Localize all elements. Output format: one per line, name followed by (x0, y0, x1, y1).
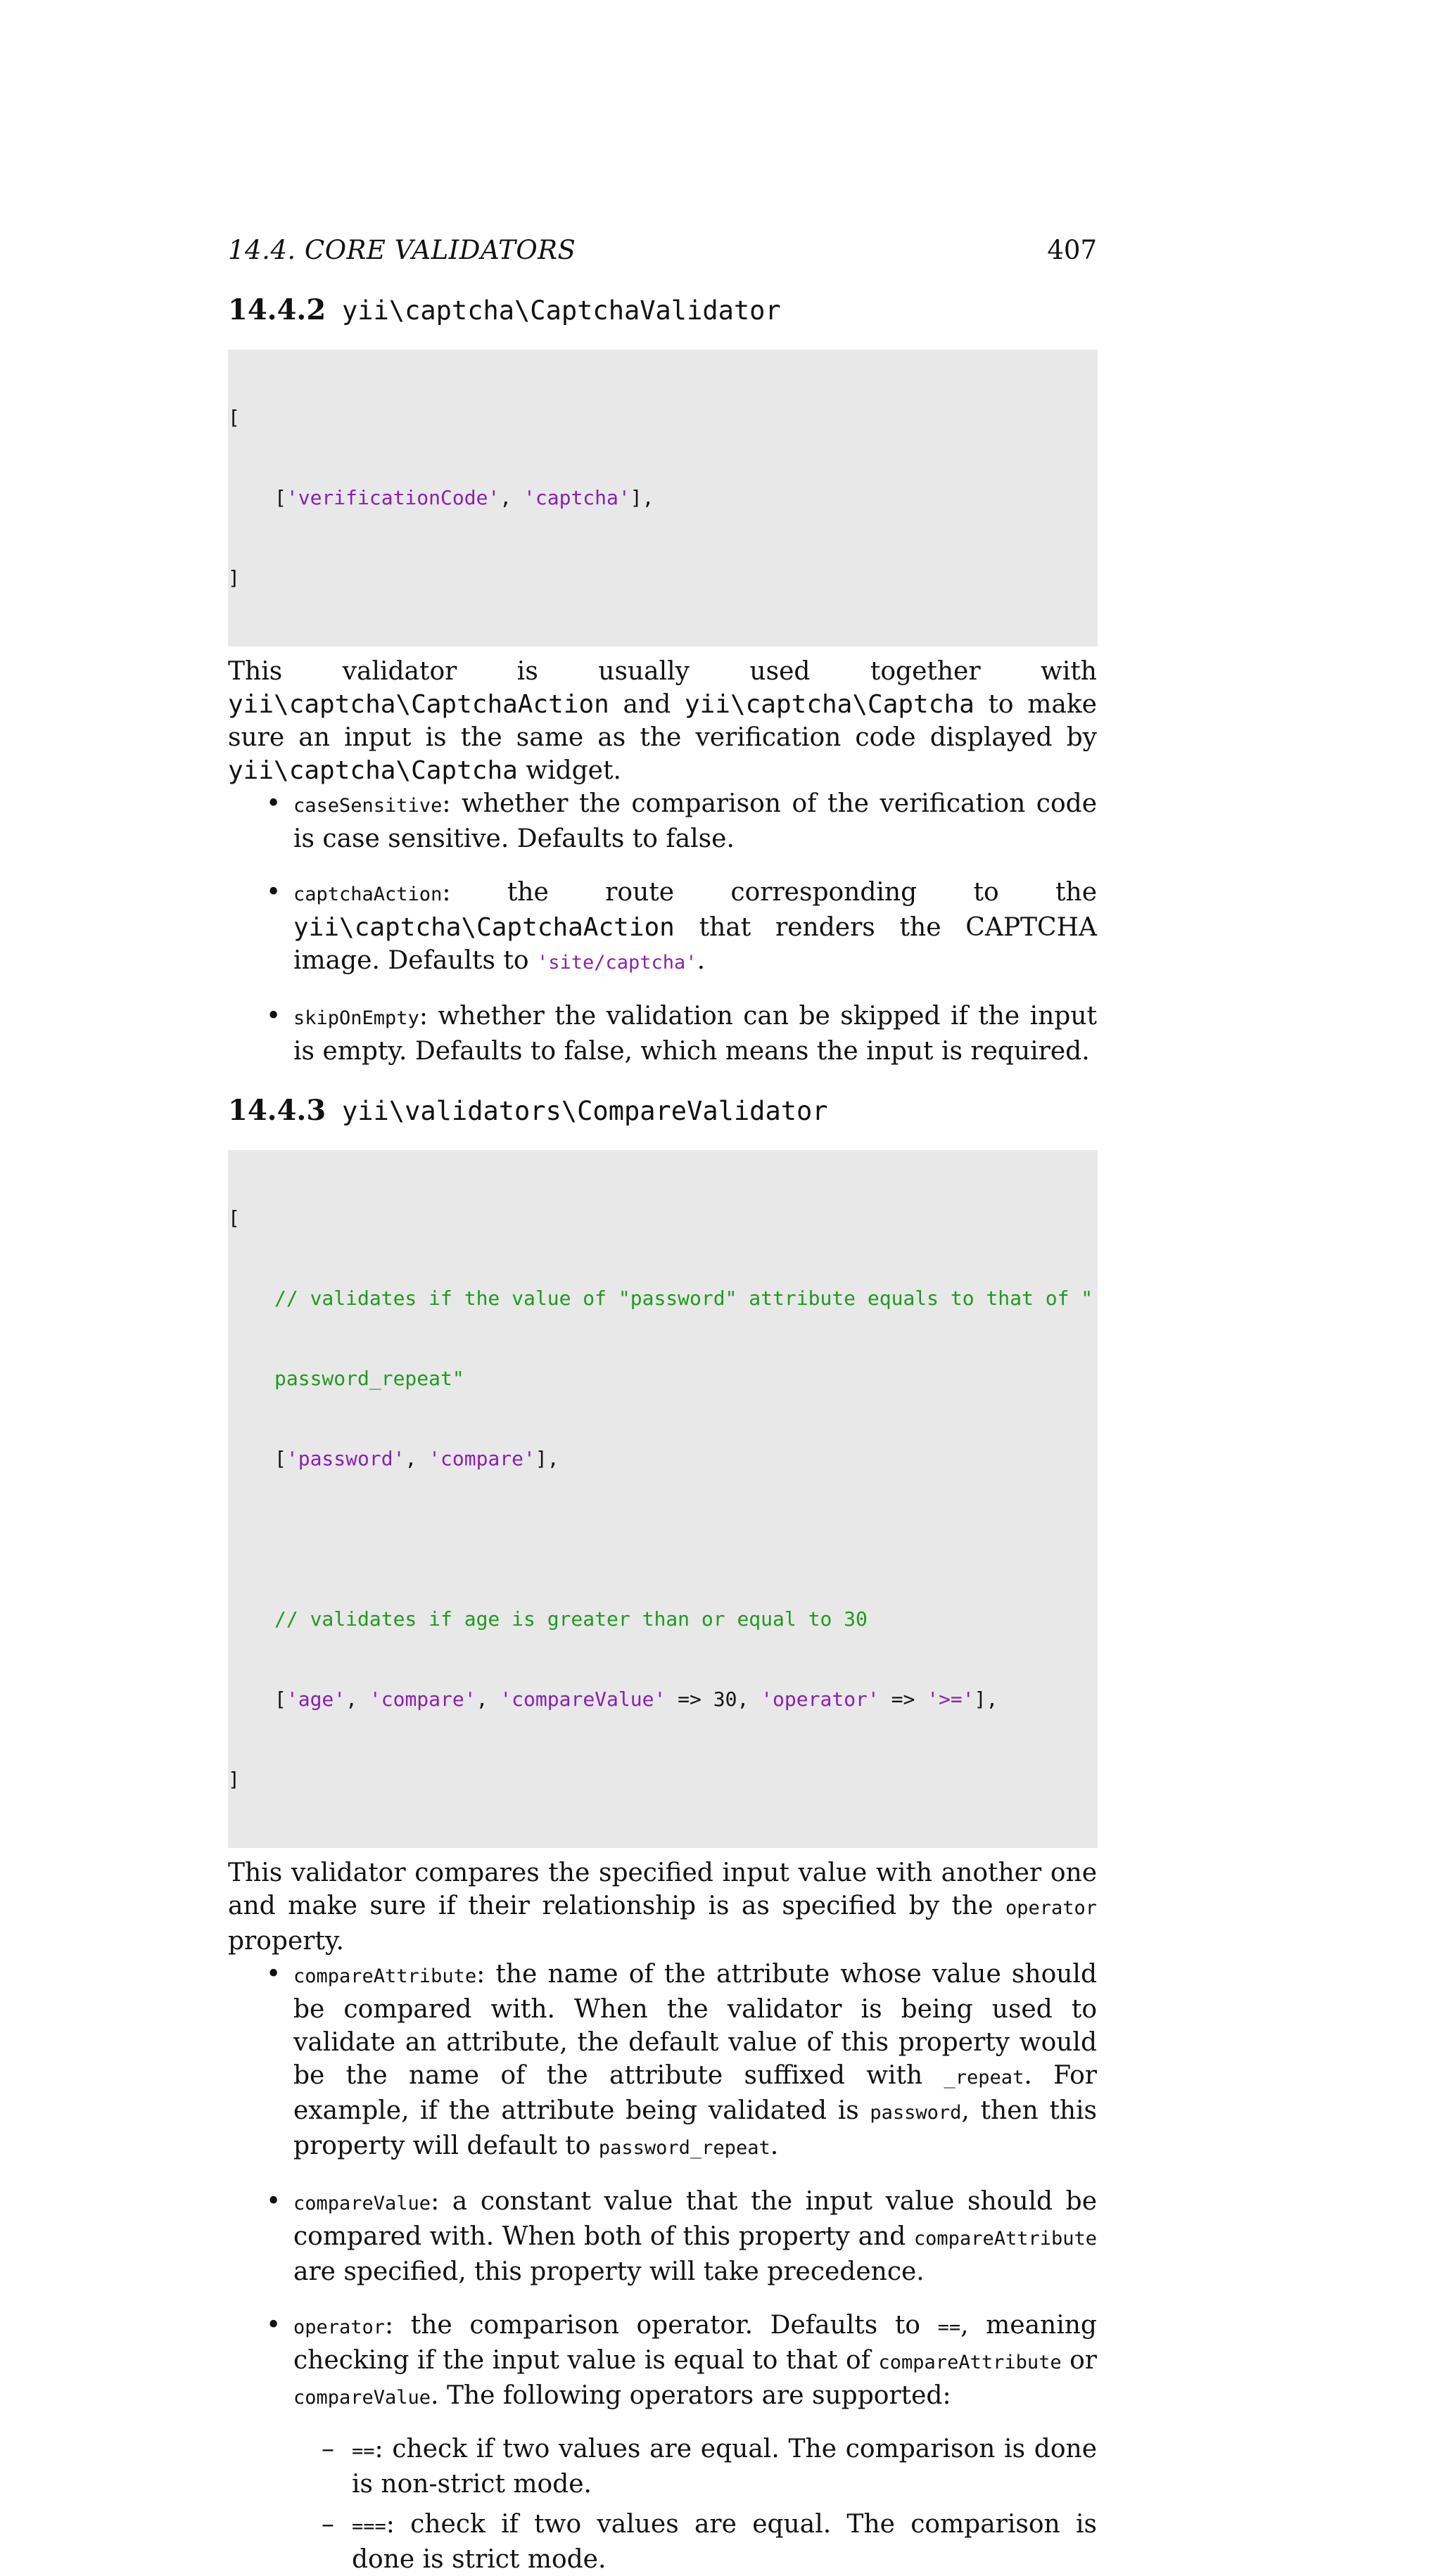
list-item: • operator: the comparison operator. Defaults to ==, meaning checking if the input value is equal to that of compareAttribute or compareValue. The following operators are supported: – ==: check if two values are equal. The comparison is done is non-strict mode. – ===: check if two values are equal. The comparison is done is strict mode. (228, 2309, 1097, 2576)
section-title: yii\validators\CompareValidator (342, 1096, 828, 1126)
code-comment: // validates if age is greater than or equal to 30 (274, 1607, 868, 1631)
paragraph: This validator compares the specified input value with another one and make sure if their relationship is as specified by the operator property. (228, 1858, 1097, 1956)
code-line: ] (228, 1768, 240, 1791)
page-number: 407 (1047, 235, 1097, 265)
list-item: • compareAttribute: the name of the attribute whose value should be compared with. When the validator is being used to validate an attribute, the default value of this property would be the name of the attribute suffixed with _repeat. For example, if the attribute being validated is password, then this property will default to password_repeat. (228, 1958, 1097, 2164)
section-number: 14.4.3 (228, 1094, 326, 1127)
code-line: ] (228, 566, 240, 589)
section-heading-captcha (228, 293, 1097, 329)
code-comment: // validates if the value of "password" attribute equals to that of " (274, 1287, 1093, 1310)
bullet-list (228, 787, 1097, 1068)
list-item: – ==: check if two values are equal. The comparison is done is non-strict mode. (293, 2432, 1097, 2501)
code-line: ['verificationCode', 'captcha'], (274, 486, 654, 509)
bullet-list (228, 1958, 1097, 2576)
code-comment: password_repeat" (274, 1367, 464, 1390)
code-line: [ (228, 1206, 240, 1230)
code-line: [ (228, 406, 240, 429)
running-header (228, 225, 1097, 267)
list-item: • compareValue: a constant value that the input value should be compared with. When both of this property and compareAttribute are specified, this property will take precedence. (228, 2185, 1097, 2288)
section-heading-compare (228, 1093, 1097, 1129)
code-line: ['password', 'compare'], (274, 1447, 559, 1470)
list-item: • caseSensitive: whether the comparison of the verification code is case sensitive. Defaults to false. (228, 787, 1097, 855)
list-item: • skipOnEmpty: whether the validation can be skipped if the input is empty. Defaults to false, which means the input is required. (228, 1000, 1097, 1068)
paragraph: This validator is usually used together with yii\captcha\CaptchaAction and yii\captcha\Captcha to make sure an input is the same as the verification code displayed by yii\captcha\Captcha widget. (228, 657, 1097, 785)
code-block-compare (228, 1150, 1098, 1848)
code-blank-line (228, 1526, 1098, 1552)
chapter-heading: 14.4. CORE VALIDATORS (228, 235, 576, 265)
code-line: ['age', 'compare', 'compareValue' => 30, 'operator' => '>='], (274, 1688, 998, 1711)
code-block-captcha (228, 350, 1098, 646)
list-item: • captchaAction: the route corresponding to the yii\captcha\CaptchaAction that renders the CAPTCHA image. Defaults to 'site/captcha'. (228, 876, 1097, 979)
section-number: 14.4.2 (228, 293, 326, 326)
section-title: yii\captcha\CaptchaValidator (342, 295, 781, 326)
list-item: – ===: check if two values are equal. The comparison is done is strict mode. (293, 2508, 1097, 2576)
operator-list (293, 2432, 1097, 2576)
page (228, 225, 1097, 2576)
